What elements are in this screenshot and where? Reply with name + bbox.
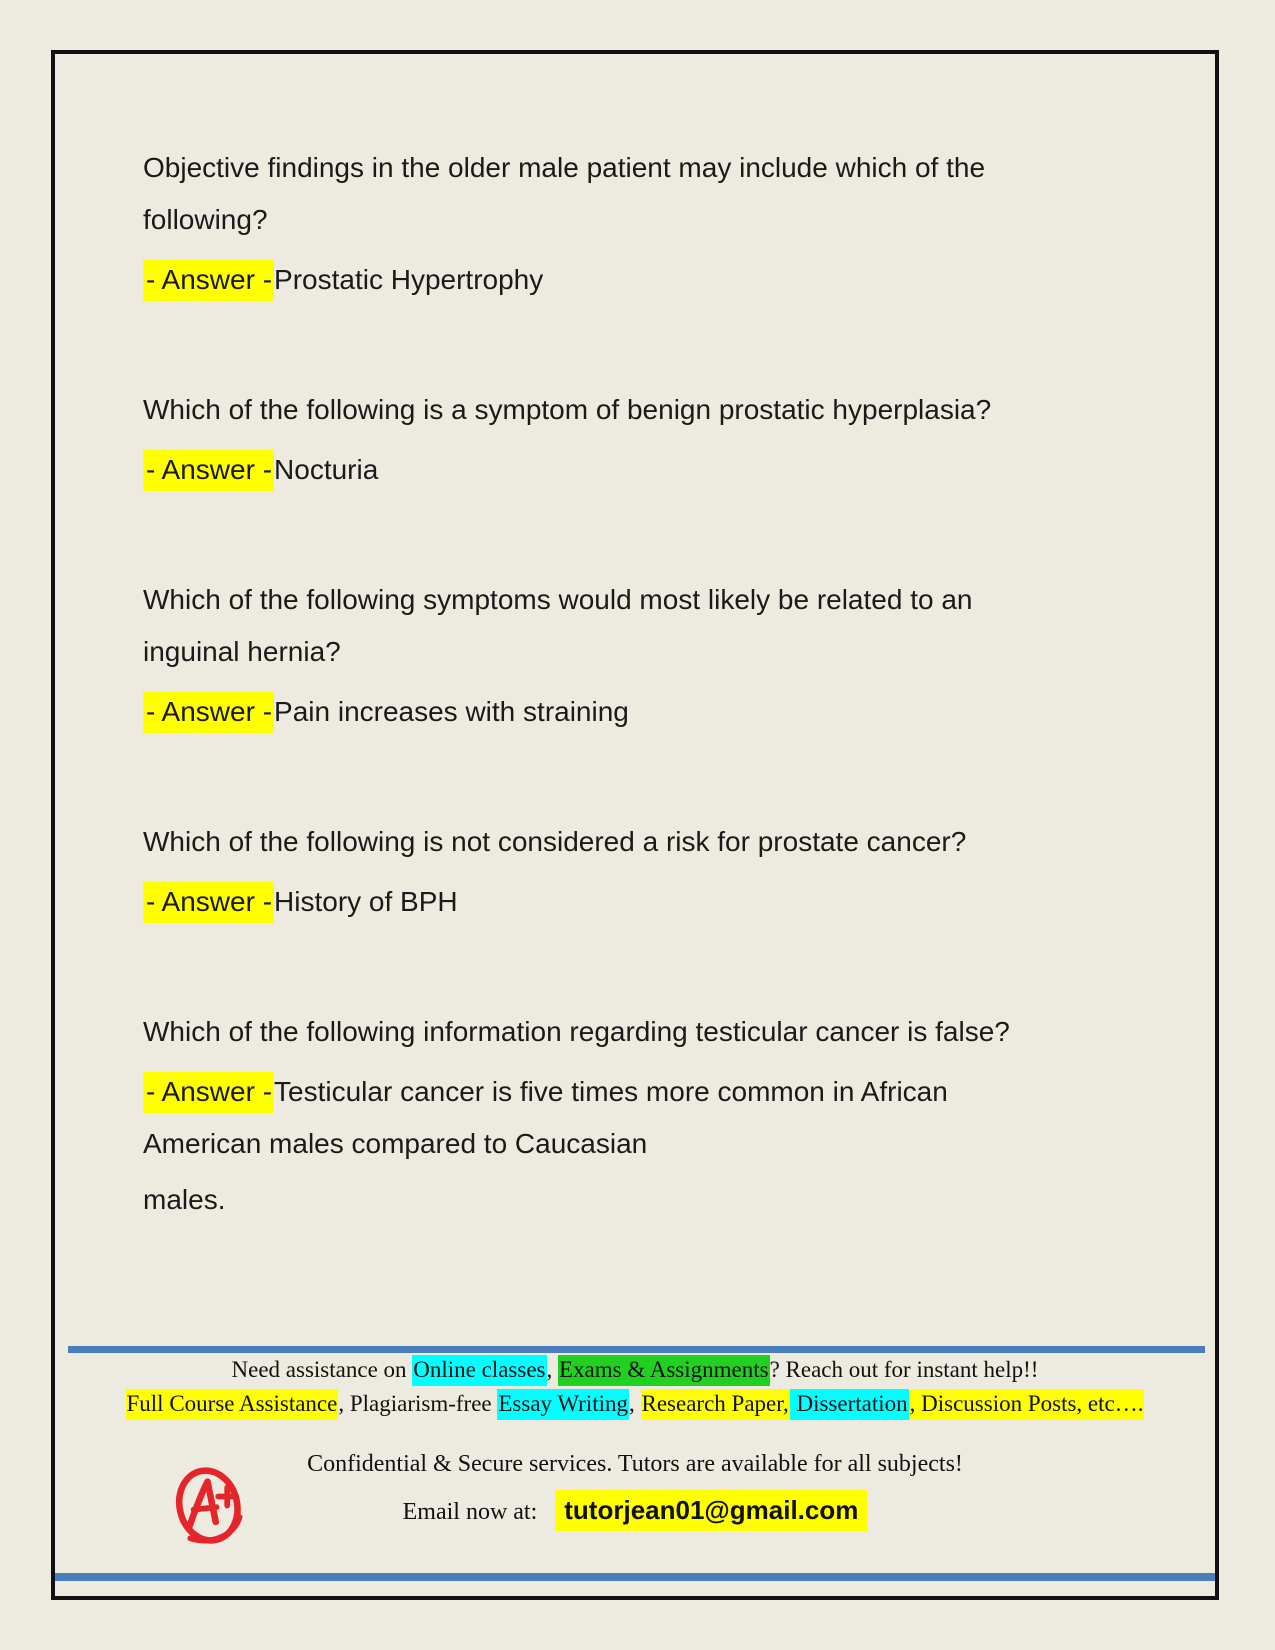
answer-text: Prostatic Hypertrophy xyxy=(274,264,544,295)
qa-block xyxy=(143,574,1215,738)
answer-label-highlight: - Answer - xyxy=(143,882,274,923)
ad-segment-green: Exams & Assignments xyxy=(558,1355,770,1386)
question-line: Which of the following is a symptom of benign prostatic hyperplasia? xyxy=(143,394,992,425)
ad-segment-yellow: Research Paper, xyxy=(641,1389,790,1420)
answer-label-highlight: - Answer - xyxy=(143,1072,274,1113)
ad-segment-cyan: Dissertation xyxy=(790,1389,909,1420)
answer-line xyxy=(143,254,1215,306)
question-paragraph xyxy=(143,1006,1215,1058)
question-line: Objective findings in the older male patient may include which of the xyxy=(143,152,986,183)
question-paragraph xyxy=(143,142,1215,246)
question-paragraph xyxy=(143,574,1215,678)
email-prefix-label: Email now at: xyxy=(402,1499,538,1525)
question-line: inguinal hernia? xyxy=(143,636,341,667)
answer-text: Testicular cancer is five times more common in African xyxy=(274,1076,948,1107)
answer-text: Nocturia xyxy=(274,454,379,485)
answer-line xyxy=(143,876,1215,928)
question-paragraph xyxy=(143,384,1215,436)
ad-segment-yellow: , Discussion Posts, etc…. xyxy=(909,1389,1145,1420)
answer-paragraph xyxy=(143,876,1215,928)
answer-text: Pain increases with straining xyxy=(274,696,629,727)
qa-block xyxy=(143,1006,1215,1226)
answer-line xyxy=(143,444,1215,496)
answer-continuation: males. xyxy=(143,1184,226,1215)
answer-label-highlight: - Answer - xyxy=(143,692,274,733)
bottom-divider-rule xyxy=(55,1573,1215,1581)
ad-line-1 xyxy=(55,1353,1215,1387)
answer-line xyxy=(143,686,1215,738)
question-line: Which of the following is not considered a risk for prostate cancer? xyxy=(143,826,967,857)
ad-segment-cyan: Online classes xyxy=(412,1355,546,1386)
footer-ad-section xyxy=(55,1346,1215,1596)
question-line: Which of the following symptoms would most likely be related to an xyxy=(143,584,973,615)
answer-text: History of BPH xyxy=(274,886,458,917)
answer-line: American males compared to Caucasian xyxy=(143,1128,648,1159)
answer-label-highlight: - Answer - xyxy=(143,450,274,491)
answer-paragraph xyxy=(143,254,1215,306)
question-paragraph xyxy=(143,816,1215,868)
ad-segment-cyan: Essay Writing xyxy=(497,1389,629,1420)
ad-line-2 xyxy=(55,1387,1215,1421)
ad-segment-none: ? Reach out for instant help!! xyxy=(769,1357,1039,1382)
a-plus-logo-icon xyxy=(169,1462,251,1554)
top-divider-rule xyxy=(68,1346,1205,1353)
ad-segment-none: , Plagiarism-free xyxy=(338,1391,498,1416)
ad-segment-none: , xyxy=(546,1357,558,1382)
ad-segment-none: , xyxy=(629,1391,641,1416)
contact-tagline: Confidential & Secure services. Tutors are available for all subjects! xyxy=(307,1451,963,1477)
question-line: Which of the following information regarding testicular cancer is false? xyxy=(143,1016,1010,1047)
document-page xyxy=(51,50,1219,1600)
email-address: tutorjean01@gmail.com xyxy=(555,1490,867,1531)
ad-segment-yellow: Full Course Assistance xyxy=(126,1389,339,1420)
answer-line xyxy=(143,1066,1215,1118)
answer-label-highlight: - Answer - xyxy=(143,260,274,301)
qa-content xyxy=(55,54,1215,1226)
qa-block xyxy=(143,142,1215,306)
qa-block xyxy=(143,816,1215,928)
answer-paragraph xyxy=(143,1066,1215,1226)
answer-paragraph xyxy=(143,444,1215,496)
answer-paragraph xyxy=(143,686,1215,738)
question-line: following? xyxy=(143,204,268,235)
ad-segment-none: Need assistance on xyxy=(231,1357,413,1382)
qa-block xyxy=(143,384,1215,496)
